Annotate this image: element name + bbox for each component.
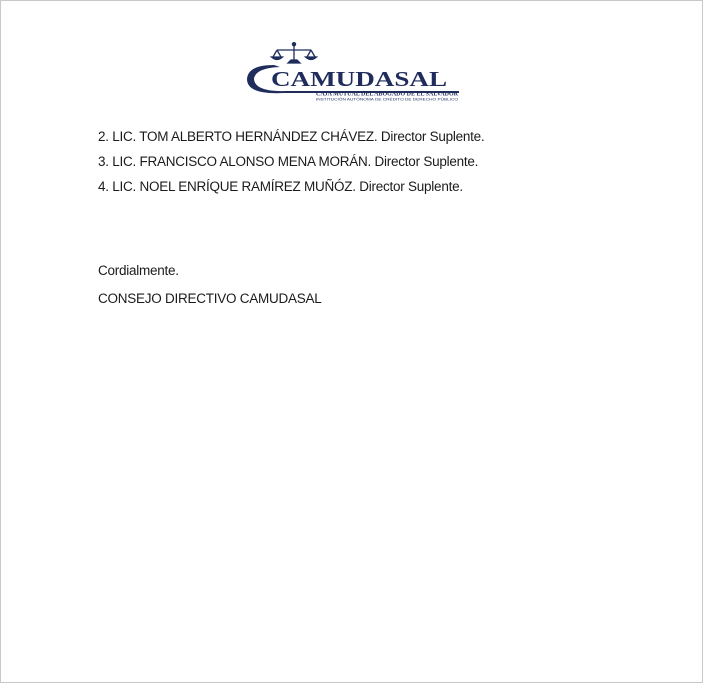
scales-of-justice-icon xyxy=(272,42,317,63)
camudasal-logo-graphic xyxy=(244,41,466,103)
director-list-item: 3. LIC. FRANCISCO ALONSO MENA MORÁN. Director Suplente. xyxy=(98,154,479,169)
logo-brand-name: CAMUDASAL xyxy=(271,67,447,91)
director-list-item: 4. LIC. NOEL ENRÍQUE RAMÍREZ MUÑÓZ. Director Suplente. xyxy=(98,179,463,194)
logo-subtitle: CAJA MUTUAL DEL ABOGADO DE EL SALVADOR xyxy=(316,90,459,98)
signature-text: CONSEJO DIRECTIVO CAMUDASAL xyxy=(98,291,322,306)
closing-text: Cordialmente. xyxy=(98,263,179,278)
director-list-item: 2. LIC. TOM ALBERTO HERNÁNDEZ CHÁVEZ. Director Suplente. xyxy=(98,129,485,144)
logo-subtitle-small: INSTITUCIÓN AUTÓNOMA DE CRÉDITO DE DERECHO PÚBLICO xyxy=(316,97,426,102)
camudasal-logo xyxy=(244,41,466,103)
